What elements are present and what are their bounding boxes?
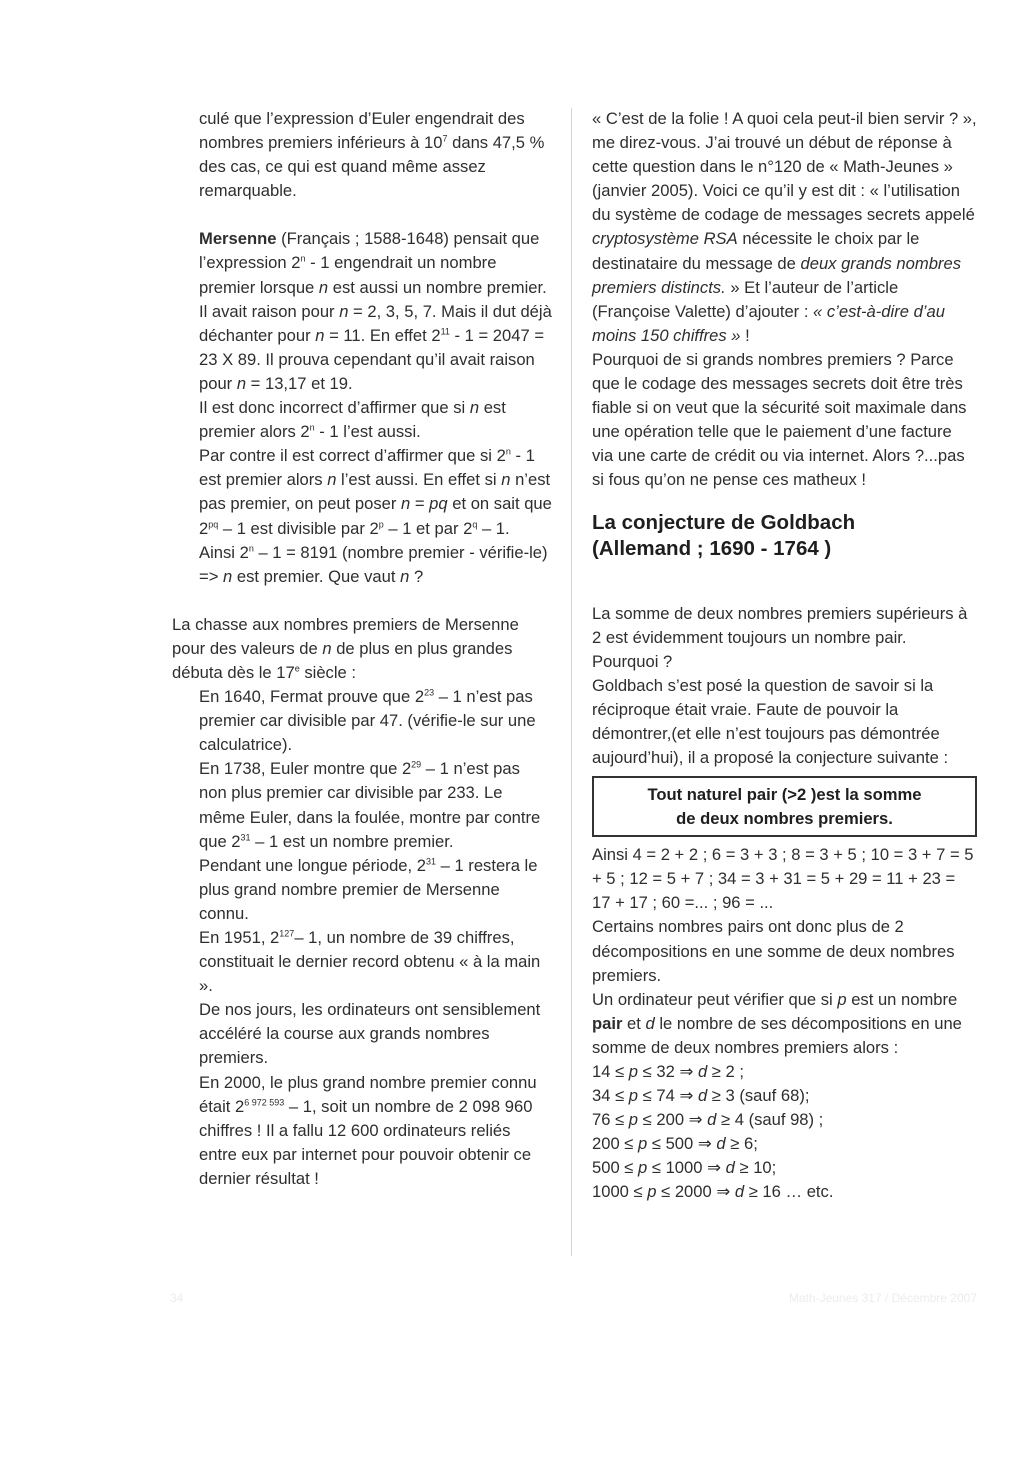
text: – 1 est divisible par 2 (218, 518, 379, 538)
text: - 1 engendrait un nombre premier lorsque (199, 253, 497, 297)
math-symbol: ≥ (707, 1086, 726, 1106)
year-1951-paragraph (172, 926, 552, 998)
exponent: 29 (411, 759, 422, 770)
text: de plus en plus grandes débuta dès le 17 (172, 638, 513, 682)
text: – 1, soit un nombre de 2 098 960 chiffres ! Il a fallu 12 600 ordinateurs reliés entre eux par internet pour pouvoir obtenir ce dernier résultat ! (199, 1096, 533, 1188)
text: - 1 l’est aussi. (314, 422, 421, 442)
right-column (592, 107, 977, 1205)
variable: d (697, 1086, 708, 1106)
emphasis: deux grands nombres premiers distincts. (592, 253, 961, 297)
text: Pendant une longue période, 2 (199, 855, 426, 875)
chasse-paragraph (172, 613, 552, 685)
text: – 1 restera le plus grand nombre premier de Mersenne connu. (199, 855, 538, 923)
text: – 1 n’est pas premier car divisible par 47. (vérifie-le sur une calculatrice). (199, 687, 536, 755)
math-symbol: ≥ (744, 1182, 763, 1202)
range-hi: 2000 (674, 1182, 712, 1202)
text: La chasse aux nombres premiers de Mersenne pour des valeurs de (172, 614, 519, 658)
variable: p (628, 1086, 639, 1106)
exponent: n (300, 253, 306, 264)
text: = 2, 3, 5, 7. Mais il dut déjà déchanter pour (199, 301, 552, 345)
variable: d (734, 1182, 745, 1202)
math-symbol: ⇒ (711, 1182, 735, 1202)
left-column (172, 107, 552, 1191)
range-note: ; (771, 1158, 777, 1178)
variable: p (638, 1134, 648, 1154)
text: En 1951, 2 (199, 928, 280, 947)
exponent: n (248, 543, 254, 554)
ordinateur-paragraph (592, 988, 977, 1060)
math-symbol: ≥ (707, 1062, 726, 1081)
text: En 1640, Fermat prouve que 2 (199, 687, 425, 707)
math-symbol: ⇒ (684, 1110, 708, 1130)
heading-line: (Allemand ; 1690 - 1764 ) (592, 536, 832, 560)
text: » Et l’auteur de l’article (Françoise Valette) d’ajouter : (592, 277, 899, 321)
mersenne-name: Mersenne (199, 229, 277, 249)
text: culé que l’expression d’Euler engendrait des nombres premiers inférieurs à 10 (199, 109, 525, 153)
text: est un nombre (846, 989, 958, 1009)
range-line (592, 1132, 977, 1156)
range-d: 2 (725, 1062, 735, 1081)
nos-jours-paragraph: De nos jours, les ordinateurs ont sensiblement accéléré la course aux grands nombres premiers. (199, 1000, 541, 1068)
variable: p (638, 1158, 648, 1178)
range-hi: 500 (665, 1134, 694, 1154)
exponent: e (294, 663, 300, 674)
variable: d (645, 1013, 655, 1033)
text: nécessite le choix par le destinataire du message de (592, 229, 920, 273)
heading-line: La conjecture de Goldbach (592, 510, 856, 534)
conjecture-line: de deux nombres premiers. (676, 809, 893, 829)
text: = (410, 494, 430, 514)
correct-paragraph (172, 444, 552, 540)
exponent: 7 (442, 133, 448, 144)
variable: pq (429, 494, 448, 514)
math-symbol: ≤ (656, 1182, 675, 1202)
range-lo: 200 (592, 1134, 620, 1154)
text: Un ordinateur peut vérifier que si (592, 989, 838, 1009)
variable: d (716, 1134, 726, 1154)
text: = 11. En effet 2 (324, 325, 441, 345)
math-symbol: ≤ (647, 1158, 666, 1178)
text: le nombre de ses décompositions en une somme de deux nombres premiers alors : (592, 1013, 962, 1057)
variable: n (223, 566, 233, 586)
goldbach-paragraph: Goldbach s’est posé la question de savoir si la réciproque était vraie. Faute de pouvoir la démontrer,(et elle n’est toujours pas démontrée aujourd’hui), il a proposé la conjecture suivante : (592, 675, 949, 768)
variable: n (469, 398, 480, 418)
text: Par contre il est correct d’affirmer que si 2 (199, 446, 506, 466)
range-lo: 500 (592, 1158, 620, 1178)
ainsi-paragraph (172, 541, 552, 589)
text: = 13,17 et 19. (246, 373, 353, 393)
text: « C’est de la folie ! A quoi cela peut-il bien servir ? », me direz-vous. J’ai trouvé un début de réponse à cette question dans le n°120 de « Math-Jeunes » (janvier 2005). Voici ce qu’il y est dit : « l’utilisation du système de codage de messages secrets appelé (592, 109, 977, 225)
math-symbol: ⇒ (674, 1086, 698, 1106)
range-d: 4 (734, 1110, 744, 1130)
conjecture-box (592, 776, 977, 837)
folie-paragraph (592, 107, 977, 348)
variable: d (707, 1110, 717, 1130)
ainsi-examples: Ainsi 4 = 2 + 2 ; 6 = 3 + 3 ; 8 = 3 + 5 ; 10 = 3 + 7 = 5 + 5 ; 12 = 5 + 7 ; 34 = 3 + 31 = 5 + 29 = 11 + 23 = 17 + 17 ; 60 =... ; 96 = ... (592, 845, 974, 913)
math-symbol: ≤ (638, 1110, 657, 1130)
text: En 1738, Euler montre que 2 (199, 759, 412, 779)
math-symbol: ≤ (610, 1086, 629, 1106)
exponent: 31 (240, 832, 251, 843)
range-note: ; (734, 1062, 744, 1081)
math-symbol: ≥ (725, 1134, 744, 1154)
exponent: 31 (425, 856, 436, 867)
range-lo: 14 (592, 1062, 611, 1081)
text: En 2000, le plus grand nombre premier connu était 2 (199, 1072, 537, 1116)
exponent: 23 (424, 687, 435, 698)
range-line (592, 1060, 977, 1084)
text: – 1, un nombre de 39 chiffres, constituait le dernier record obtenu « à la main ». (199, 928, 541, 996)
text: – 1. (477, 518, 510, 538)
exponent: q (472, 518, 478, 529)
section-heading (592, 510, 977, 562)
text: – 1 est un nombre premier. (250, 831, 454, 851)
range-lo: 34 (592, 1086, 611, 1106)
certains-paragraph: Certains nombres pairs ont donc plus de 2 décompositions en une somme de deux nombres premiers. (592, 917, 955, 985)
text: – 1 n’est pas non plus premier car divisible par 233. Le même Euler, dans la foulée, montre par contre que 2 (199, 759, 541, 851)
fermat-paragraph (172, 685, 552, 757)
range-line (592, 1180, 977, 1204)
range-hi: 74 (656, 1086, 675, 1106)
text: ? (409, 566, 424, 586)
range-lo: 76 (592, 1110, 611, 1130)
text: – 1 et par 2 (383, 518, 473, 538)
periode-paragraph (172, 854, 552, 926)
exponent: 11 (440, 326, 450, 337)
somme-paragraph: La somme de deux nombres premiers supérieurs à 2 est évidemment toujours un nombre pair. Pourquoi ? (592, 603, 968, 671)
variable: n (322, 638, 332, 658)
variable: p (837, 989, 847, 1009)
text: (Français ; 1588-1648) pensait que l’expression 2 (199, 229, 540, 273)
text: Ainsi 2 (199, 542, 249, 562)
variable: p (647, 1182, 657, 1202)
mersenne-paragraph (172, 227, 552, 396)
text: – 1 = 8191 (nombre premier - vérifie-le) => (199, 542, 548, 586)
text: siècle : (299, 662, 356, 682)
range-hi: 1000 (665, 1158, 703, 1178)
column-divider (571, 108, 572, 1256)
exponent: n (505, 446, 511, 457)
text: - 1 est premier alors (199, 446, 535, 490)
exponent: n (309, 422, 315, 433)
math-symbol: ≤ (610, 1062, 629, 1081)
variable: n (400, 566, 410, 586)
euler-1738-paragraph (172, 757, 552, 853)
text: et (622, 1013, 646, 1033)
year-2000-paragraph (172, 1071, 552, 1191)
variable: n (318, 277, 329, 297)
math-symbol: ≤ (619, 1134, 639, 1154)
variable: d (697, 1062, 708, 1081)
variable: n (236, 373, 247, 393)
range-d: 3 (725, 1086, 735, 1106)
range-d: 10 (753, 1158, 772, 1178)
range-note: … etc. (780, 1182, 834, 1202)
bold-word: pair (592, 1013, 623, 1033)
variable: n (401, 494, 411, 514)
euler-paragraph (172, 107, 552, 203)
math-symbol: ≤ (619, 1158, 639, 1178)
math-symbol: ≥ (716, 1110, 735, 1130)
emphasis: « c’est-à-dire d’au moins 150 chiffres » (592, 301, 945, 345)
incorrect-paragraph (172, 396, 552, 444)
range-line (592, 1156, 977, 1180)
range-line (592, 1108, 977, 1132)
math-symbol: ⇒ (693, 1134, 717, 1154)
exponent: pq (208, 518, 219, 529)
text: Il est donc incorrect d’affirmer que si (199, 398, 470, 418)
text: et on sait que 2 (199, 494, 552, 538)
math-symbol: ⇒ (674, 1062, 698, 1081)
math-symbol: ⇒ (702, 1158, 726, 1178)
math-symbol: ≤ (647, 1134, 666, 1154)
text: est premier. Que vaut (232, 566, 401, 586)
exponent: 127 (279, 928, 295, 939)
range-note: (sauf 98) ; (743, 1110, 824, 1130)
math-symbol: ≥ (734, 1158, 754, 1178)
variable: p (628, 1110, 639, 1130)
exponent: p (378, 518, 384, 529)
range-hi: 200 (656, 1110, 685, 1130)
variable: n (339, 301, 349, 321)
text: n’est pas premier, on peut poser (199, 470, 551, 514)
variable: p (628, 1062, 639, 1081)
text: ! (740, 325, 750, 345)
page-number: 34 (170, 1291, 184, 1305)
text: - 1 = 2047 = 23 X 89. Il prouva cependant qu’il avait raison pour (199, 325, 545, 393)
range-hi: 32 (656, 1062, 675, 1081)
range-line (592, 1084, 977, 1108)
variable: d (725, 1158, 735, 1178)
math-symbol: ≤ (638, 1086, 657, 1106)
decomposition-ranges (592, 1060, 977, 1205)
text: dans 47,5 % des cas, ce qui est quand même assez remarquable. (199, 133, 545, 201)
range-note: (sauf 68); (734, 1086, 810, 1106)
emphasis: cryptosystème RSA (592, 229, 738, 249)
range-lo: 1000 (592, 1182, 629, 1202)
range-d: 6 (743, 1134, 754, 1154)
text: est aussi un nombre premier. Il avait raison pour (199, 277, 547, 321)
math-symbol: ≤ (610, 1110, 629, 1130)
variable: n (501, 470, 511, 490)
variable: n (315, 325, 325, 345)
range-d: 16 (762, 1182, 781, 1202)
text: est premier alors 2 (199, 398, 506, 442)
exponent: 6 972 593 (244, 1097, 285, 1108)
text: l’est aussi. En effet si (336, 470, 502, 490)
journal-footer: Math-Jeunes 317 / Décembre 2007 (788, 1291, 977, 1305)
math-symbol: ≤ (638, 1062, 657, 1081)
pourquoi-paragraph: Pourquoi de si grands nombres premiers ? Parce que le codage des messages secrets doit être très fiable si on veut que la sécurité soit maximale dans une opération telle que le paiement d’une facture via une carte de crédit ou via internet. Alors ?...pas si fous qu’on ne pense ces matheux ! (592, 349, 967, 490)
math-symbol: ≤ (628, 1182, 648, 1202)
variable: n (327, 470, 337, 490)
range-note: ; (753, 1134, 758, 1154)
conjecture-line: Tout naturel pair (>2 )est la somme (647, 785, 922, 805)
